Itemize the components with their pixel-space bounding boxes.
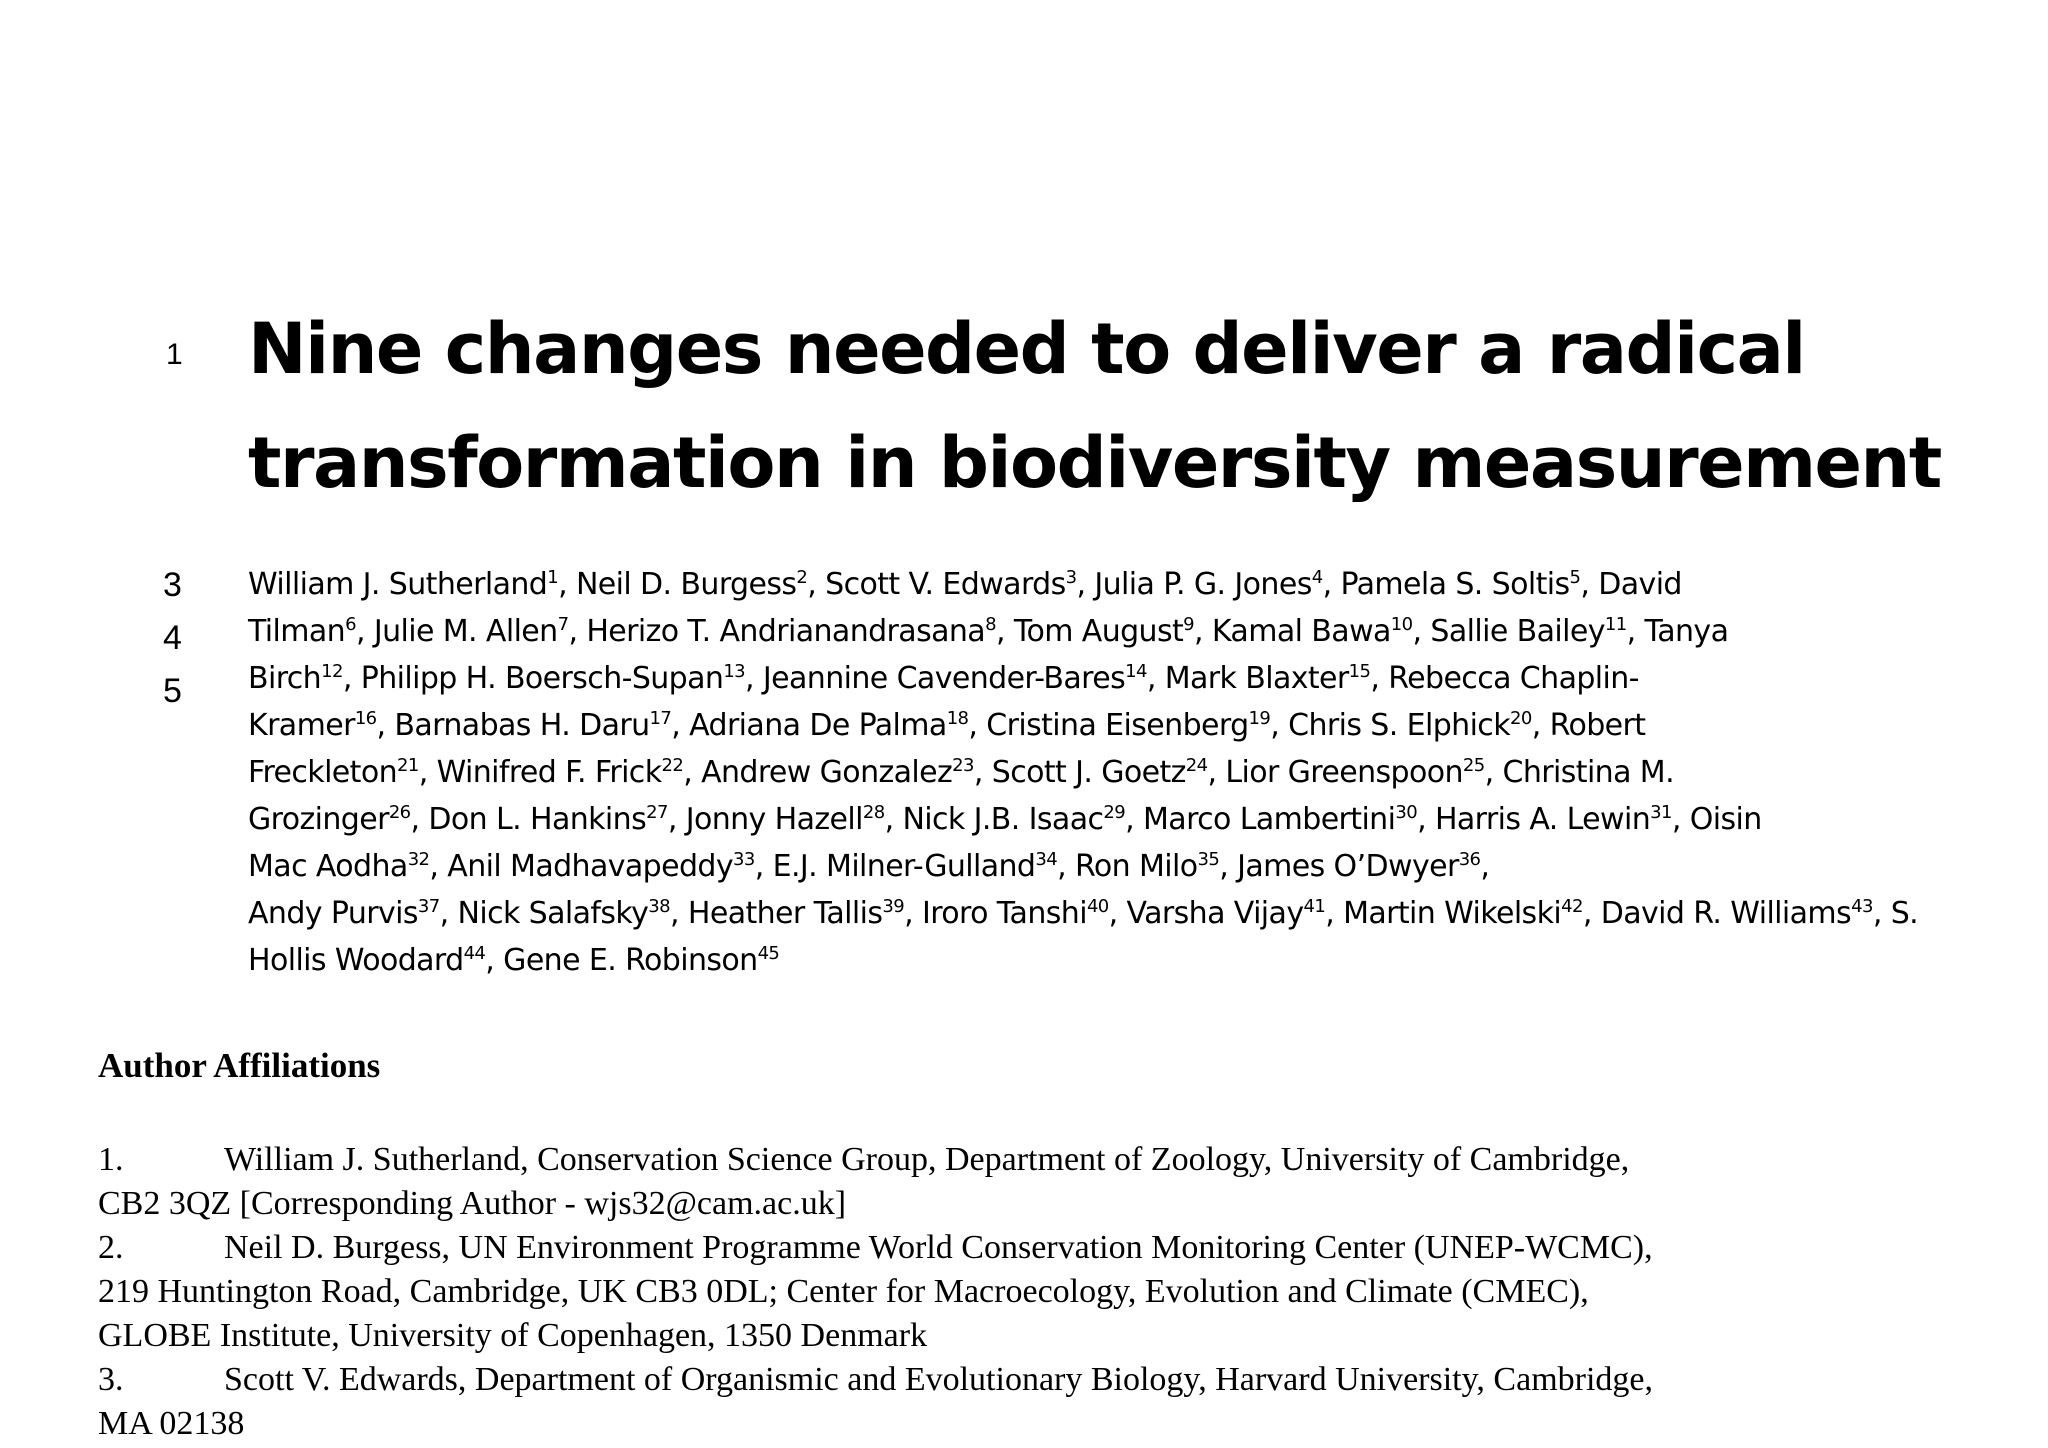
affiliation-superscript: 43: [1851, 896, 1873, 917]
affiliation-number: 1.: [98, 1141, 124, 1178]
author-name-continued: Mac Aodha$^{32}$: [248, 849, 430, 884]
author-line: William J. Sutherland$^1$, Neil D. Burgess$^2$, Scott V. Edwards$^3$, Julia P. G. Jones$^4$, Pamela S. Soltis$^5$, David: [248, 567, 1682, 602]
author-line: Grozinger$^{26}$, Don L. Hankins$^{27}$, Jonny Hazell$^{28}$, Nick J.B. Isaac$^{29}$, Marco Lambertini$^{30}$, Harris A. Lewin$^{31}$, Oisin: [248, 802, 1762, 837]
affiliation-text: Neil D. Burgess, UN Environment Programme World Conservation Monitoring Center (UNEP-WCMC),: [224, 1229, 1653, 1266]
author-name: Marco Lambertini$^{30}$: [1143, 802, 1418, 837]
affiliation-superscript: 9: [1183, 614, 1195, 635]
author-line: Andy Purvis$^{37}$, Nick Salafsky$^{38}$, Heather Tallis$^{39}$, Iroro Tanshi$^{40}$, Varsha Vijay$^{41}$, Martin Wikelski$^{42}$, David R. Williams$^{43}$, S.: [248, 896, 1919, 931]
affiliation-line: [98, 1182, 1998, 1226]
author-name-continued: Grozinger$^{26}$: [248, 802, 411, 837]
author-name: Tom August$^9$: [1013, 614, 1195, 649]
author-name: Gene E. Robinson$^{45}$: [503, 943, 780, 978]
author-name: Nick J.B. Isaac$^{29}$: [902, 802, 1126, 837]
author-name: Martin Wikelski$^{42}$: [1343, 896, 1583, 931]
author-name: Pamela S. Soltis$^5$: [1340, 567, 1581, 602]
author-name: Tanya: [1644, 614, 1729, 649]
affiliation-superscript: 44: [463, 943, 486, 964]
affiliation-number: 2.: [98, 1229, 124, 1266]
affiliation-line: [98, 1270, 1998, 1314]
affiliation-superscript: 6: [345, 614, 356, 635]
line-number: 1: [166, 338, 183, 371]
author-name-continued: Hollis Woodard$^{44}$: [248, 943, 486, 978]
title-line: Nine changes needed to deliver a radical: [248, 308, 1805, 390]
author-name: Kamal Bawa$^{10}$: [1211, 614, 1413, 649]
author-line: Tilman$^6$, Julie M. Allen$^7$, Herizo T. Andrianandrasana$^8$, Tom August$^9$, Kamal Bawa$^{10}$, Sallie Bailey$^{11}$, Tanya: [248, 614, 1729, 649]
author-name: William J. Sutherland$^1$: [248, 567, 559, 602]
affiliation-line: [98, 1358, 1998, 1402]
affiliation-line: [98, 1226, 1998, 1270]
affiliation-superscript: 3: [1065, 567, 1077, 588]
author-name: David: [1598, 567, 1682, 602]
affiliation-superscript: 2: [796, 567, 808, 588]
title-line: transformation in biodiversity measurement: [248, 422, 1941, 504]
affiliation-superscript: 45: [757, 943, 780, 964]
author-name: Winifred F. Frick$^{22}$: [436, 755, 684, 790]
affiliation-superscript: 34: [1035, 849, 1058, 870]
affiliation-superscript: 12: [321, 661, 343, 682]
affiliation-superscript: 29: [1103, 802, 1126, 823]
author-name: Neil D. Burgess$^2$: [575, 567, 808, 602]
author-name: Harris A. Lewin$^{31}$: [1434, 802, 1672, 837]
affiliation-line: [98, 1314, 1998, 1358]
author-name: Nick Salafsky$^{38}$: [457, 896, 670, 931]
author-name: Ron Milo$^{35}$: [1074, 849, 1220, 884]
affiliation-superscript: 27: [646, 802, 668, 823]
author-name: Mark Blaxter$^{15}$: [1164, 661, 1371, 696]
author-name: Oisin: [1689, 802, 1762, 837]
affiliation-line: [98, 1138, 1998, 1182]
affiliation-superscript: 19: [1248, 708, 1271, 729]
affiliations-list: [98, 1138, 1998, 1446]
affiliation-text: CB2 3QZ [Corresponding Author - wjs32@cam.ac.uk]: [98, 1185, 847, 1222]
affiliation-text: 219 Huntington Road, Cambridge, UK CB3 0DL; Center for Macroecology, Evolution and Climate (CMEC),: [98, 1273, 1589, 1310]
author-name: Herizo T. Andrianandrasana$^8$: [586, 614, 996, 649]
author-name: Jeannine Cavender-Bares$^{14}$: [762, 661, 1147, 696]
author-name: Rebecca Chaplin-: [1388, 661, 1639, 696]
affiliation-superscript: 22: [661, 755, 684, 776]
affiliation-superscript: 24: [1185, 755, 1208, 776]
affiliation-superscript: 18: [946, 708, 969, 729]
author-name: Sallie Bailey$^{11}$: [1430, 614, 1627, 649]
author-name: Andrew Gonzalez$^{23}$: [701, 755, 974, 790]
affiliation-superscript: 10: [1390, 614, 1413, 635]
author-line: Freckleton$^{21}$, Winifred F. Frick$^{22}$, Andrew Gonzalez$^{23}$, Scott J. Goetz$^{24}$, Lior Greenspoon$^{25}$, Christina M.: [248, 755, 1675, 790]
affiliations-heading: Author Affiliations: [98, 1046, 381, 1085]
author-name: Cristina Eisenberg$^{19}$: [986, 708, 1271, 743]
affiliation-superscript: 30: [1395, 802, 1418, 823]
affiliation-superscript: 38: [648, 896, 670, 917]
affiliation-superscript: 37: [417, 896, 440, 917]
author-name: Heather Tallis$^{39}$: [687, 896, 905, 931]
line-number: 4: [163, 619, 182, 657]
author-name: David R. Williams$^{43}$: [1600, 896, 1873, 931]
line-number: 3: [163, 566, 182, 604]
affiliation-superscript: 13: [723, 661, 746, 682]
author-name: Christina M.: [1502, 755, 1675, 790]
author-name: Philipp H. Boersch-Supan$^{13}$: [360, 661, 746, 696]
affiliation-superscript: 23: [952, 755, 974, 776]
author-name-continued: Freckleton$^{21}$: [248, 755, 419, 790]
affiliation-superscript: 8: [985, 614, 996, 635]
affiliation-superscript: 11: [1604, 614, 1627, 635]
author-line: Birch$^{12}$, Philipp H. Boersch-Supan$^{13}$, Jeannine Cavender-Bares$^{14}$, Mark Blaxter$^{15}$, Rebecca Chaplin-: [248, 661, 1639, 696]
author-name: Chris S. Elphick$^{20}$: [1288, 708, 1532, 743]
author-name: Scott V. Edwards$^3$: [825, 567, 1077, 602]
author-line: Hollis Woodard$^{44}$, Gene E. Robinson$^{45}$: [248, 943, 780, 978]
author-name: Jonny Hazell$^{28}$: [685, 802, 885, 837]
affiliation-superscript: 28: [862, 802, 885, 823]
affiliation-superscript: 33: [733, 849, 755, 870]
author-name: Anil Madhavapeddy$^{33}$: [447, 849, 755, 884]
author-name: Varsha Vijay$^{41}$: [1126, 896, 1326, 931]
affiliation-superscript: 40: [1086, 896, 1109, 917]
affiliation-superscript: 39: [882, 896, 905, 917]
author-name-continued: Tilman$^6$: [248, 614, 356, 649]
affiliation-superscript: 42: [1561, 896, 1583, 917]
affiliation-superscript: 26: [388, 802, 411, 823]
author-name: E.J. Milner-Gulland$^{34}$: [772, 849, 1058, 884]
author-name: Iroro Tanshi$^{40}$: [921, 896, 1109, 931]
paper-title: [248, 292, 1948, 520]
author-name: James O’Dwyer$^{36}$: [1237, 849, 1481, 884]
author-name: Julia P. G. Jones$^4$: [1094, 567, 1323, 602]
author-name: Don L. Hankins$^{27}$: [428, 802, 668, 837]
affiliation-superscript: 15: [1348, 661, 1371, 682]
affiliation-superscript: 41: [1303, 896, 1326, 917]
author-line: Kramer$^{16}$, Barnabas H. Daru$^{17}$, Adriana De Palma$^{18}$, Cristina Eisenberg$^{19}$, Chris S. Elphick$^{20}$, Robert: [248, 708, 1646, 743]
affiliation-text: MA 02138: [98, 1405, 245, 1442]
affiliation-superscript: 32: [407, 849, 430, 870]
affiliation-line: [98, 1402, 1998, 1446]
affiliation-text: GLOBE Institute, University of Copenhagen, 1350 Denmark: [98, 1317, 928, 1354]
author-name: Adriana De Palma$^{18}$: [689, 708, 969, 743]
affiliation-superscript: 21: [397, 755, 419, 776]
author-name-continued: Kramer$^{16}$: [248, 708, 377, 743]
affiliation-superscript: 20: [1509, 708, 1532, 729]
author-list: [248, 561, 1988, 984]
author-name-continued: Birch$^{12}$: [248, 661, 343, 696]
affiliation-superscript: 36: [1458, 849, 1481, 870]
affiliation-superscript: 16: [354, 708, 377, 729]
author-name: Scott J. Goetz$^{24}$: [991, 755, 1208, 790]
affiliation-superscript: 17: [649, 708, 672, 729]
author-name: S.: [1890, 896, 1919, 931]
affiliation-superscript: 1: [547, 567, 559, 588]
affiliation-number: 3.: [98, 1361, 124, 1398]
author-line: Mac Aodha$^{32}$, Anil Madhavapeddy$^{33}$, E.J. Milner-Gulland$^{34}$, Ron Milo$^{35}$, James O’Dwyer$^{36}$,: [248, 849, 1490, 884]
affiliation-superscript: 14: [1125, 661, 1147, 682]
author-name: Lior Greenspoon$^{25}$: [1225, 755, 1485, 790]
affiliation-superscript: 4: [1311, 567, 1323, 588]
author-name: Julie M. Allen$^7$: [373, 614, 569, 649]
affiliation-superscript: 35: [1197, 849, 1220, 870]
affiliation-text: Scott V. Edwards, Department of Organismic and Evolutionary Biology, Harvard University, Cambridge,: [224, 1361, 1653, 1398]
line-number: 5: [163, 672, 182, 710]
affiliation-superscript: 7: [557, 614, 569, 635]
author-name: Robert: [1549, 708, 1646, 743]
author-name: Andy Purvis$^{37}$: [248, 896, 440, 931]
author-name: Barnabas H. Daru$^{17}$: [394, 708, 672, 743]
affiliation-superscript: 31: [1650, 802, 1672, 823]
affiliation-superscript: 5: [1569, 567, 1581, 588]
affiliation-text: William J. Sutherland, Conservation Science Group, Department of Zoology, University of Cambridge,: [224, 1141, 1630, 1178]
affiliation-superscript: 25: [1462, 755, 1485, 776]
